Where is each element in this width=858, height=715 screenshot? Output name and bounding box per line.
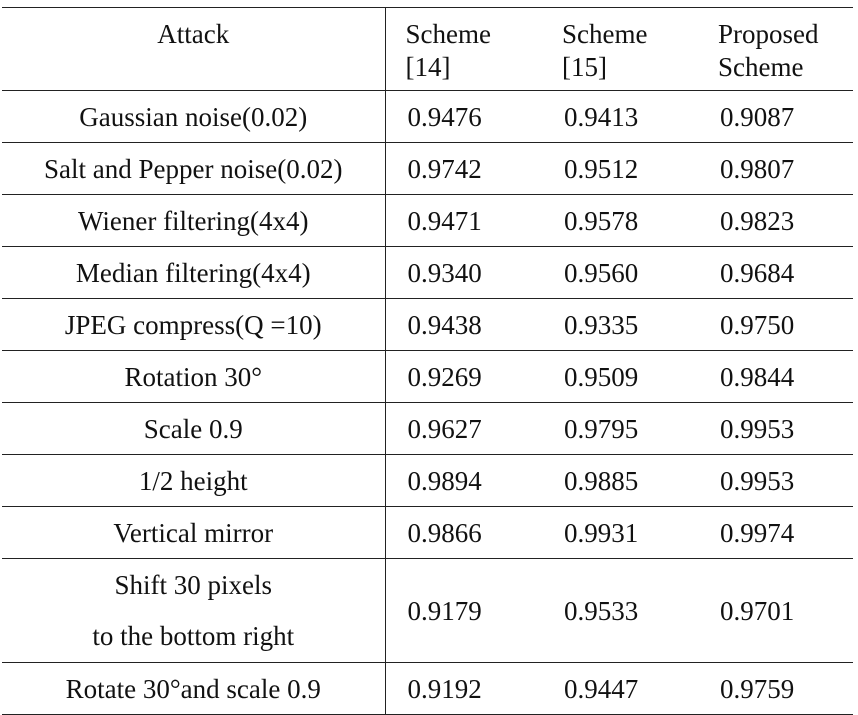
scheme-15-value: 0.9512	[542, 143, 698, 195]
table-body	[2, 91, 853, 715]
header-scheme-15	[542, 8, 698, 91]
scheme-14-value: 0.9742	[385, 143, 542, 195]
attack-cell: Salt and Pepper noise(0.02)	[2, 143, 385, 195]
proposed-value: 0.9684	[698, 247, 853, 299]
header-scheme-15-line2: [15]	[562, 52, 607, 82]
attack-comparison-table	[2, 7, 853, 715]
header-scheme-14-line1: Scheme	[405, 19, 491, 49]
table-row	[2, 663, 853, 715]
scheme-14-value: 0.9438	[385, 299, 542, 351]
table-header	[2, 8, 853, 91]
proposed-value: 0.9844	[698, 351, 853, 403]
scheme-14-value: 0.9894	[385, 455, 542, 507]
scheme-14-value: 0.9471	[385, 195, 542, 247]
table-row	[2, 507, 853, 559]
scheme-15-value: 0.9931	[542, 507, 698, 559]
proposed-value: 0.9974	[698, 507, 853, 559]
attack-cell: Vertical mirror	[2, 507, 385, 559]
proposed-value: 0.9087	[698, 91, 853, 143]
proposed-value: 0.9807	[698, 143, 853, 195]
header-scheme-14-line2: [14]	[405, 52, 451, 82]
scheme-14-value: 0.9476	[385, 91, 542, 143]
header-proposed-line2: Scheme	[718, 52, 804, 82]
attack-cell: 1/2 height	[2, 455, 385, 507]
header-attack: Attack	[2, 8, 385, 91]
attack-cell: Rotate 30°and scale 0.9	[2, 663, 385, 715]
results-table-container	[2, 7, 853, 715]
proposed-value: 0.9953	[698, 403, 853, 455]
header-scheme-14	[385, 8, 542, 91]
attack-cell: JPEG compress(Q =10)	[2, 299, 385, 351]
attack-cell: Median filtering(4x4)	[2, 247, 385, 299]
table-row	[2, 143, 853, 195]
header-proposed-scheme	[698, 8, 853, 91]
attack-cell: Rotation 30°	[2, 351, 385, 403]
table-row	[2, 195, 853, 247]
proposed-value: 0.9701	[698, 559, 853, 663]
scheme-15-value: 0.9447	[542, 663, 698, 715]
header-proposed-line1: Proposed	[718, 19, 819, 49]
table-row	[2, 455, 853, 507]
scheme-15-value: 0.9560	[542, 247, 698, 299]
attack-cell	[2, 559, 385, 663]
scheme-15-value: 0.9335	[542, 299, 698, 351]
header-scheme-15-line1: Scheme	[562, 19, 648, 49]
table-row	[2, 559, 853, 663]
scheme-14-value: 0.9340	[385, 247, 542, 299]
proposed-value: 0.9953	[698, 455, 853, 507]
scheme-14-value: 0.9627	[385, 403, 542, 455]
table-row	[2, 299, 853, 351]
scheme-15-value: 0.9795	[542, 403, 698, 455]
scheme-14-value: 0.9179	[385, 559, 542, 663]
scheme-15-value: 0.9533	[542, 559, 698, 663]
attack-cell-line1: Shift 30 pixels	[114, 569, 272, 600]
scheme-14-value: 0.9866	[385, 507, 542, 559]
header-row	[2, 8, 853, 91]
scheme-15-value: 0.9578	[542, 195, 698, 247]
table-row	[2, 91, 853, 143]
scheme-14-value: 0.9192	[385, 663, 542, 715]
attack-cell: Wiener filtering(4x4)	[2, 195, 385, 247]
scheme-15-value: 0.9885	[542, 455, 698, 507]
table-row	[2, 351, 853, 403]
proposed-value: 0.9823	[698, 195, 853, 247]
scheme-15-value: 0.9413	[542, 91, 698, 143]
scheme-15-value: 0.9509	[542, 351, 698, 403]
attack-cell-line2: to the bottom right	[92, 620, 295, 651]
proposed-value: 0.9759	[698, 663, 853, 715]
table-row	[2, 247, 853, 299]
attack-cell: Scale 0.9	[2, 403, 385, 455]
attack-cell: Gaussian noise(0.02)	[2, 91, 385, 143]
proposed-value: 0.9750	[698, 299, 853, 351]
table-row	[2, 403, 853, 455]
scheme-14-value: 0.9269	[385, 351, 542, 403]
